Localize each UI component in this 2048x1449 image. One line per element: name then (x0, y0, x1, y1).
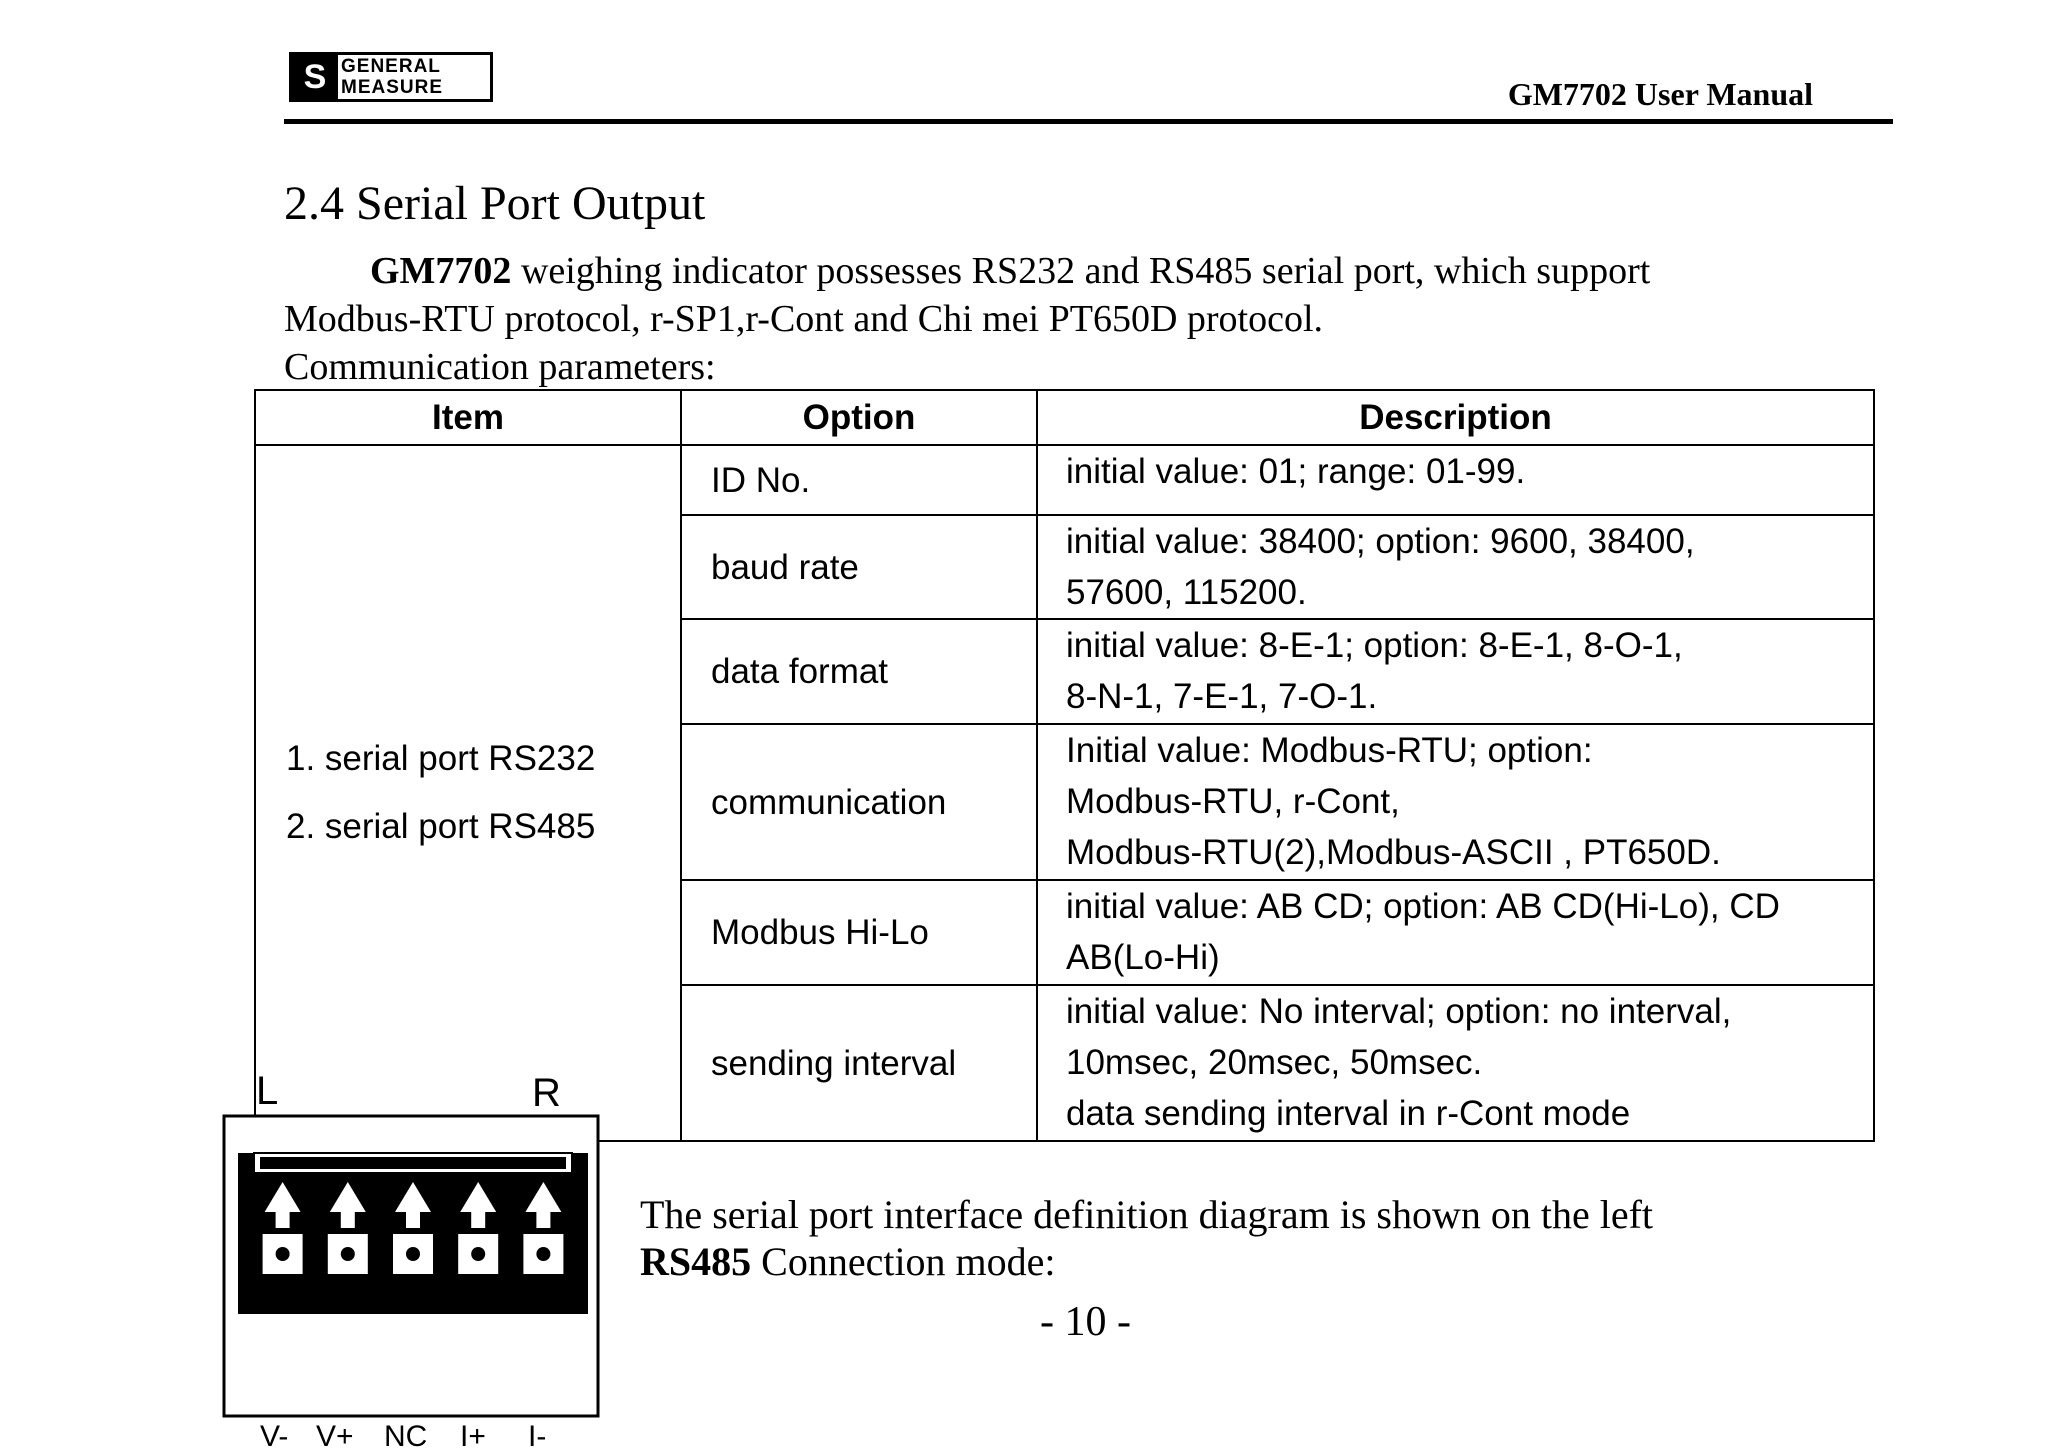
option-cell: baud rate (681, 515, 1037, 619)
description-line: Modbus-RTU, r-Cont, (1066, 782, 1400, 821)
description-line: 57600, 115200. (1066, 573, 1307, 612)
pin-label-i-plus: I+ (460, 1420, 486, 1449)
connection-mode-text: Connection mode: (751, 1239, 1056, 1284)
page-number: - 10 - (1040, 1299, 1131, 1345)
pin-label-i-minus: I- (528, 1420, 547, 1449)
serial-connector-diagram (210, 1070, 610, 1449)
description-cell (1037, 985, 1874, 1141)
description-line: initial value: 8-E-1; option: 8-E-1, 8-O-1, (1066, 626, 1683, 665)
intro-paragraph-line-2: Modbus-RTU protocol, r-SP1,r-Cont and Chi mei PT650D protocol. (284, 298, 1324, 340)
option-cell: sending interval (681, 985, 1037, 1141)
description-cell (1037, 619, 1874, 724)
item-rs485: 2. serial port RS485 (286, 807, 596, 846)
rs485-label: RS485 (640, 1239, 752, 1284)
connector-top-bar (260, 1157, 566, 1169)
communication-parameters-table (254, 389, 1875, 1142)
description-cell (1037, 445, 1874, 515)
section-title: 2.4 Serial Port Output (284, 177, 706, 230)
logo-line-2: MEASURE (341, 77, 444, 98)
header-item: Item (255, 390, 681, 445)
intro-paragraph-line-1 (284, 247, 1650, 295)
logo-words (338, 55, 490, 99)
table-header-row (255, 390, 1874, 445)
intro-line-1-text: weighing indicator possesses RS232 and RS485 serial port, which support (511, 250, 1651, 292)
header-description: Description (1037, 390, 1874, 445)
description-line: Modbus-RTU(2),Modbus-ASCII , PT650D. (1066, 833, 1721, 872)
connector-left-label: L (256, 1070, 279, 1113)
pin-label-v-plus: V+ (316, 1420, 354, 1449)
description-line: data sending interval in r-Cont mode (1066, 1094, 1631, 1133)
description-cell (1037, 515, 1874, 619)
description-line: 10msec, 20msec, 50msec. (1066, 1043, 1483, 1082)
communication-parameters-label: Communication parameters: (284, 346, 716, 388)
description-line: initial value: 01; range: 01-99. (1066, 452, 1526, 491)
item-cell (255, 445, 681, 1141)
pin-label-v-minus: V- (260, 1420, 289, 1449)
option-cell: data format (681, 619, 1037, 724)
description-line: initial value: No interval; option: no interval, (1066, 992, 1732, 1031)
description-line: 8-N-1, 7-E-1, 7-O-1. (1066, 677, 1378, 716)
connector-body (238, 1153, 588, 1314)
option-cell: ID No. (681, 445, 1037, 515)
intro-model: GM7702 (370, 250, 512, 292)
pin-label-nc: NC (384, 1420, 428, 1449)
description-cell (1037, 880, 1874, 985)
logo-mark: S (292, 55, 338, 99)
diagram-caption: The serial port interface definition diagram is shown on the left (640, 1192, 1654, 1237)
header-option: Option (681, 390, 1037, 445)
description-line: initial value: AB CD; option: AB CD(Hi-Lo), CD (1066, 887, 1780, 926)
description-line: initial value: 38400; option: 9600, 38400, (1066, 522, 1695, 561)
logo-line-1: GENERAL (341, 56, 441, 77)
item-rs232: 1. serial port RS232 (286, 739, 596, 778)
description-cell (1037, 724, 1874, 880)
option-cell: communication (681, 724, 1037, 880)
connector-right-label: R (532, 1071, 561, 1115)
option-cell: Modbus Hi-Lo (681, 880, 1037, 985)
manual-title: GM7702 User Manual (1507, 76, 1813, 112)
header-divider (284, 119, 1893, 124)
description-line: AB(Lo-Hi) (1066, 938, 1220, 977)
description-line: Initial value: Modbus-RTU; option: (1066, 731, 1593, 770)
rs485-connection-mode (640, 1238, 1056, 1285)
table-row (255, 445, 1874, 515)
company-logo (289, 52, 493, 102)
